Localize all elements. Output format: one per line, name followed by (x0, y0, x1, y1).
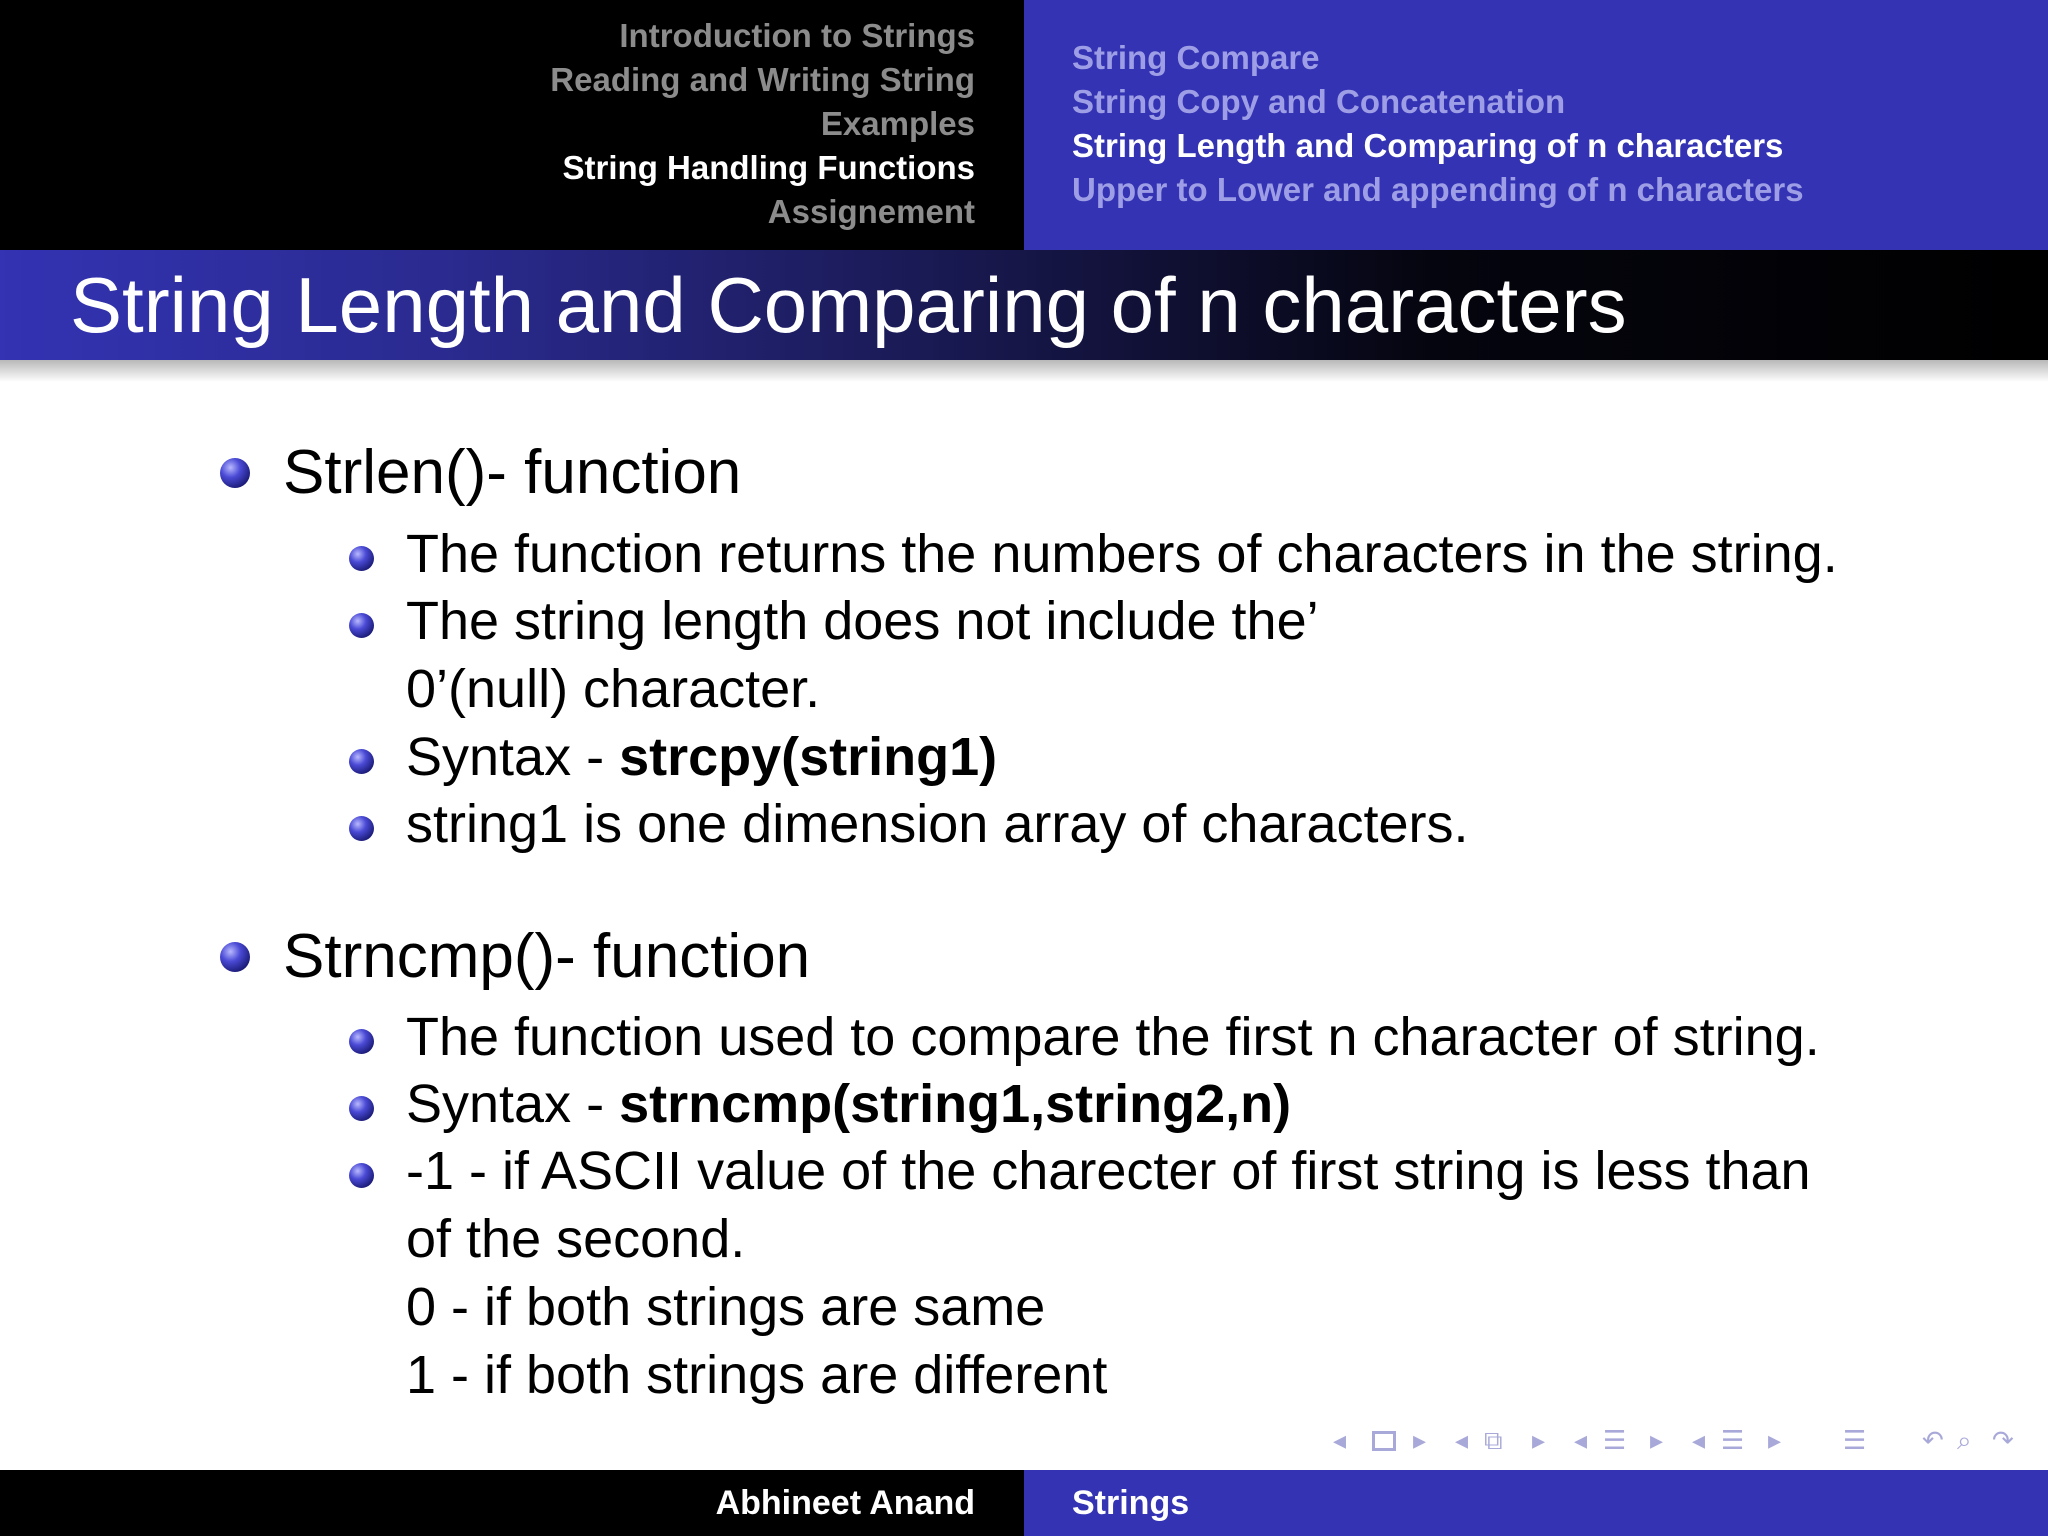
strncmp-bullet-3-line-4: 1 - if both strings are different (406, 1345, 1108, 1405)
nav-subsection-length-compare[interactable]: String Length and Comparing of n characters (1072, 127, 1784, 164)
nav-subsection-string-compare[interactable]: String Compare (1072, 39, 1320, 76)
bullet-icon (349, 749, 374, 774)
subsection-navigation (1072, 36, 1804, 212)
bullet-icon (220, 942, 250, 972)
nav-section-string-handling[interactable]: String Handling Functions (562, 149, 975, 186)
strncmp-heading: Strncmp()- function (283, 922, 811, 991)
strlen-syntax (406, 723, 997, 791)
strncmp-bullet-1: The function used to compare the first n character of string. (406, 1007, 1820, 1067)
syntax-label: Syntax - (406, 727, 620, 787)
strlen-bullet-2-line-2: 0’(null) character. (406, 659, 821, 719)
strlen-heading: Strlen()- function (283, 438, 742, 507)
nav-next-section-icon[interactable]: ▸ (1650, 1426, 1664, 1456)
section-navigation (550, 14, 975, 234)
slide-title: String Length and Comparing of n characters (70, 261, 1627, 349)
nav-section-examples[interactable]: Examples (820, 105, 975, 142)
strlen-bullet-2-line-1: The string length does not include the’ (406, 591, 1319, 651)
nav-subsection-upper-lower[interactable]: Upper to Lower and appending of n characters (1072, 171, 1804, 208)
bullet-icon (220, 458, 250, 488)
strncmp-bullet-3-line-3: 0 - if both strings are same (406, 1277, 1046, 1337)
title-bar-shadow (0, 360, 2048, 382)
nav-next-slide-icon[interactable]: ▸ (1768, 1426, 1782, 1456)
nav-prev-slide-icon[interactable]: ◂ (1692, 1426, 1706, 1456)
nav-search-icon[interactable]: ⌕ (1957, 1426, 1972, 1456)
nav-prev-section-icon[interactable]: ◂ (1574, 1426, 1588, 1456)
nav-redo-icon[interactable]: ↷ (1992, 1426, 2014, 1456)
nav-section-icon[interactable]: ☰ (1603, 1426, 1627, 1456)
bullet-icon (349, 613, 374, 638)
nav-next-frame-icon[interactable]: ▸ (1413, 1426, 1427, 1456)
nav-appendix-icon[interactable]: ☰ (1843, 1426, 1867, 1456)
nav-prev-frame-icon[interactable]: ◂ (1333, 1426, 1347, 1456)
footer-author: Abhineet Anand (715, 1484, 975, 1522)
footer-short-title: Strings (1072, 1484, 1190, 1522)
nav-frame-icon[interactable] (1372, 1431, 1396, 1451)
nav-subsection-copy-concat[interactable]: String Copy and Concatenation (1072, 83, 1566, 120)
syntax-label: Syntax - (406, 1074, 620, 1134)
bullet-icon (349, 546, 374, 571)
strlen-bullet-4: string1 is one dimension array of characters. (406, 794, 1469, 854)
nav-prev-subsection-icon[interactable]: ◂ (1455, 1426, 1469, 1456)
nav-slide-icon[interactable]: ☰ (1721, 1426, 1745, 1456)
bullet-icon (349, 816, 374, 841)
bullet-icon (349, 1163, 374, 1188)
strcpy-syntax-code: strcpy(string1) (619, 727, 998, 787)
strlen-bullet-1: The function returns the numbers of characters in the string. (406, 524, 1838, 584)
nav-section-introduction[interactable]: Introduction to Strings (619, 17, 975, 54)
strncmp-syntax-code: strncmp(string1,string2,n) (619, 1074, 1292, 1134)
nav-next-subsection-icon[interactable]: ▸ (1532, 1426, 1546, 1456)
strncmp-syntax (406, 1070, 1291, 1138)
nav-section-reading-writing[interactable]: Reading and Writing String (550, 61, 975, 98)
strncmp-bullet-3-line-2: of the second. (406, 1209, 746, 1269)
bullet-icon (349, 1096, 374, 1121)
nav-subsection-icon[interactable]: ⧉ (1484, 1426, 1503, 1456)
bullet-icon (349, 1029, 374, 1054)
strncmp-bullet-3-line-1: -1 - if ASCII value of the charecter of first string is less than (406, 1141, 1811, 1201)
nav-section-assignement[interactable]: Assignement (767, 193, 975, 230)
nav-undo-icon[interactable]: ↶ (1922, 1426, 1944, 1456)
